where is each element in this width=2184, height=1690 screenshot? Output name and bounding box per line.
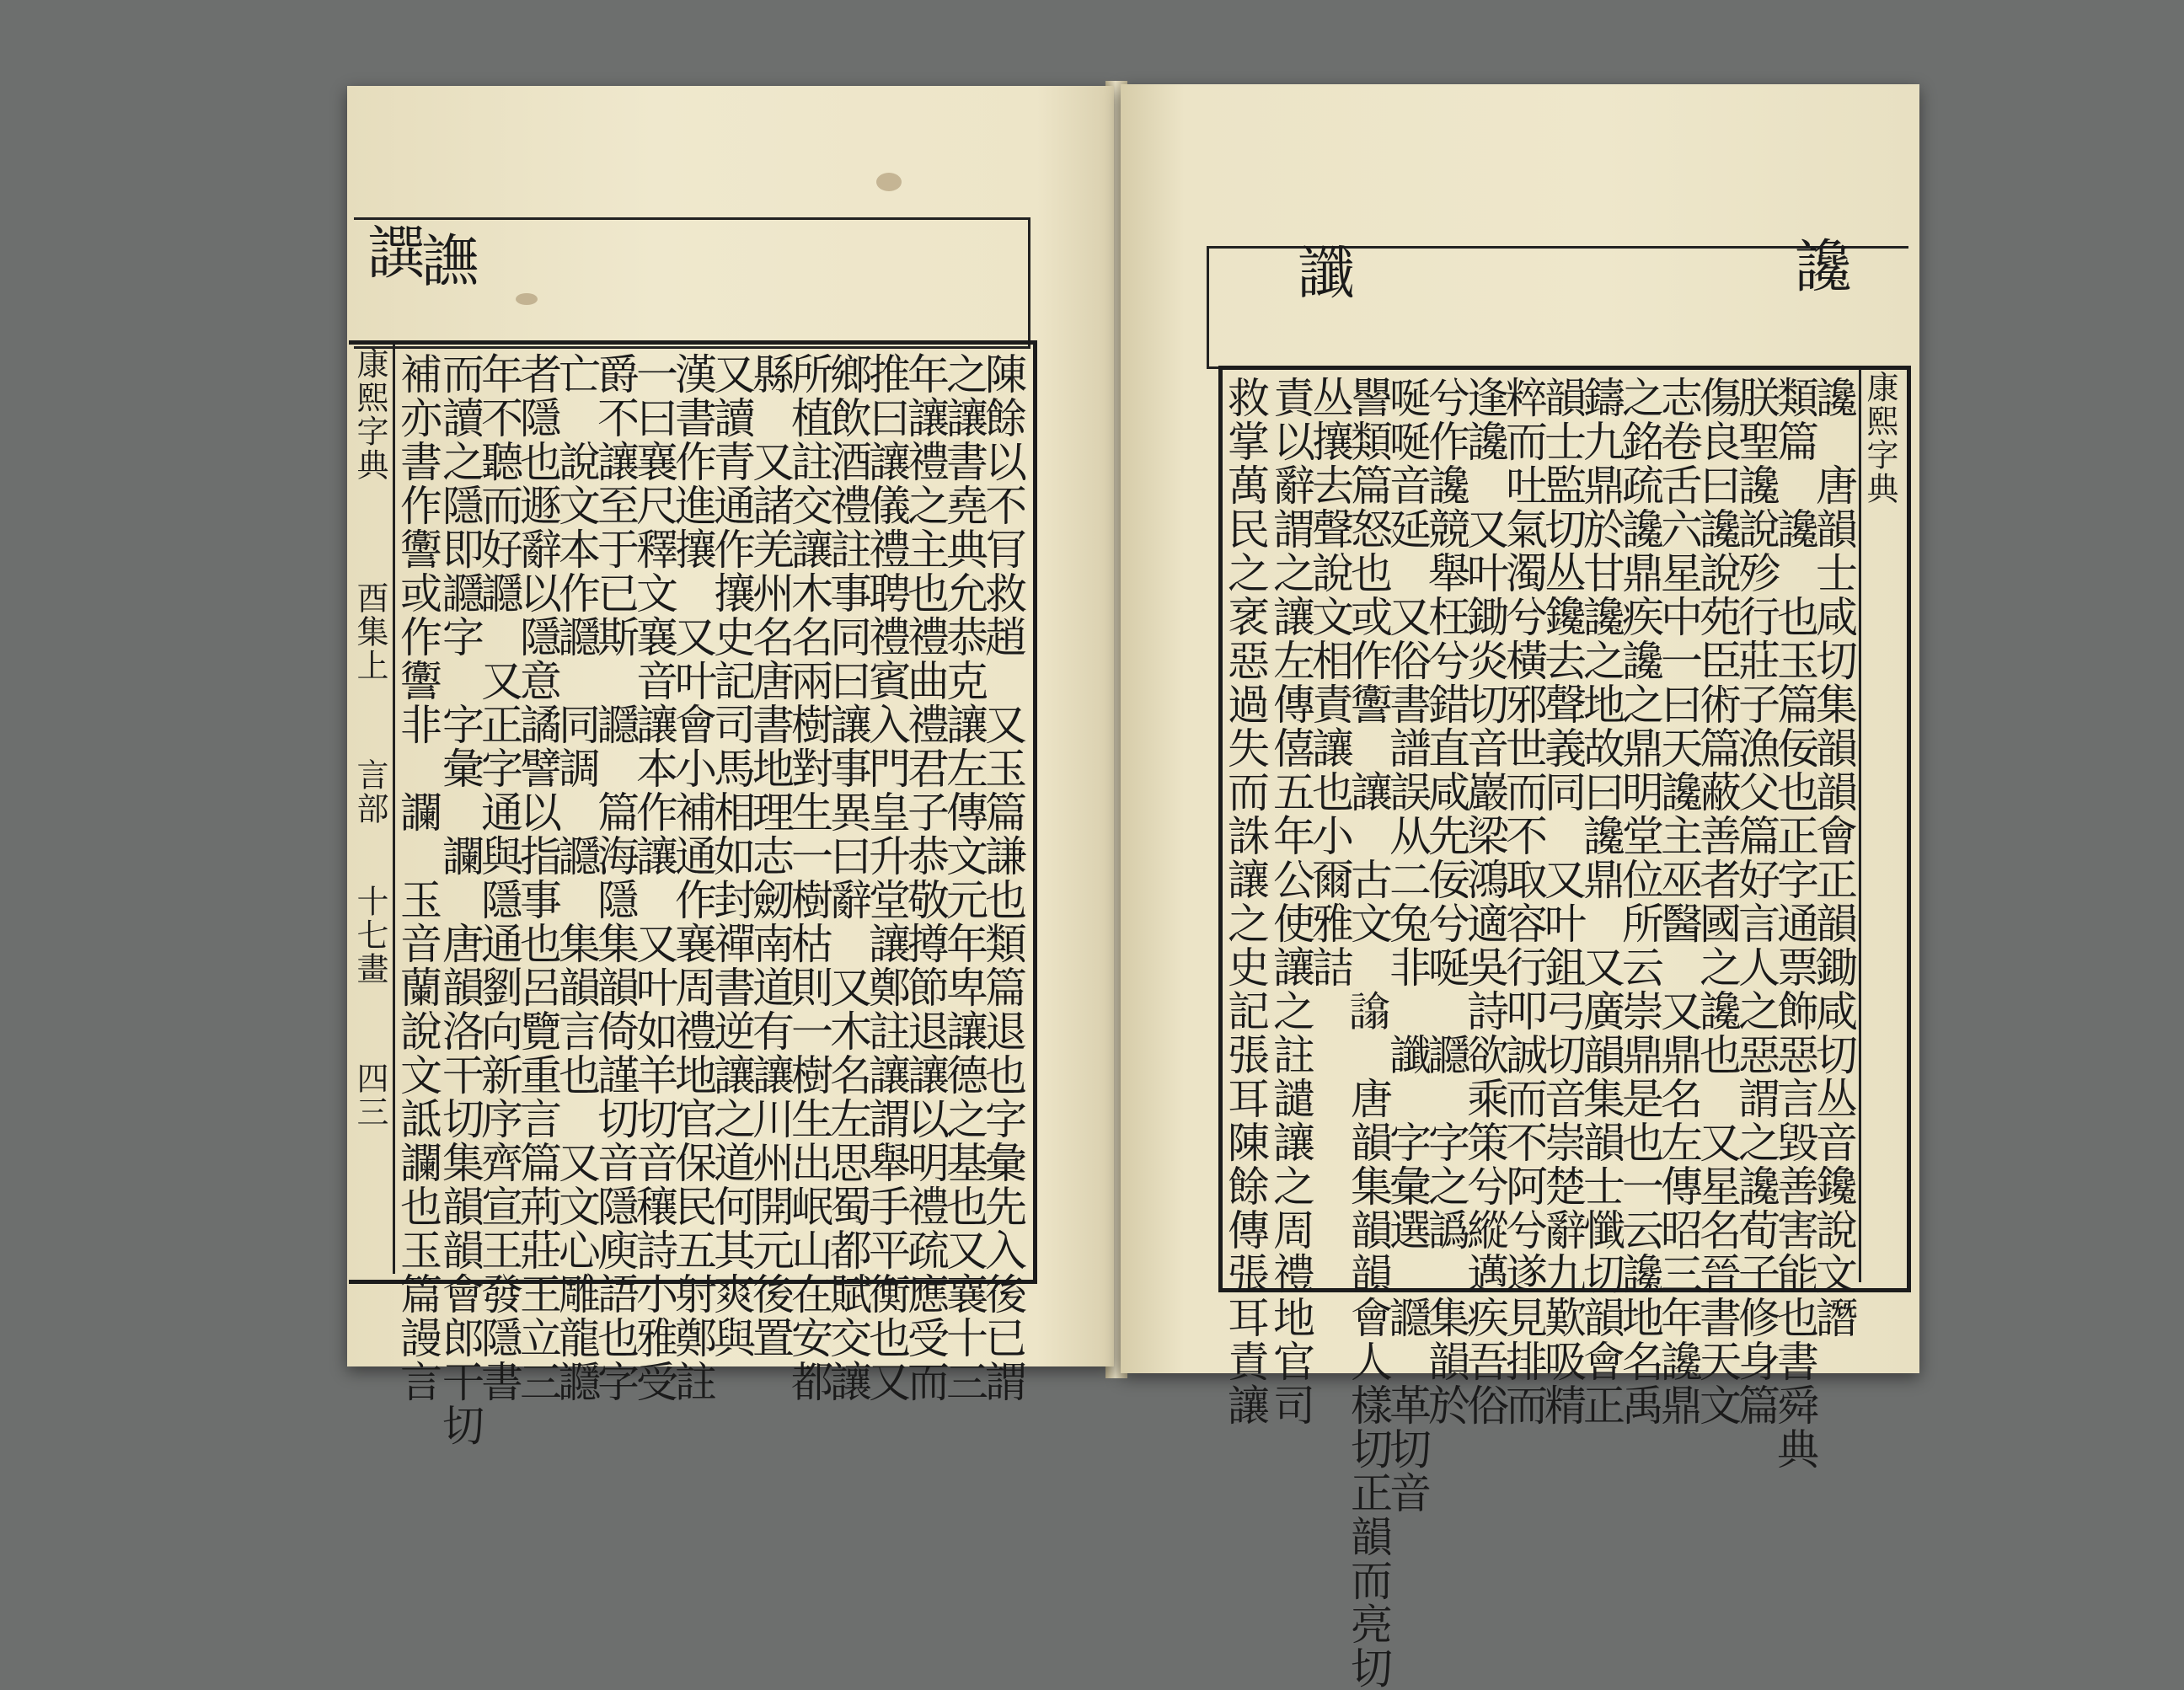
text-column: 唌唌音延 又俗書譜誤从二兔非 讖 字彙選 讔 革切音 [1383,376,1432,1515]
paper-stain [876,173,902,191]
text-column: 逢讒 又叶鋤炎切音巖梁鴻適吳詩欲乘策兮縱邁疾吾俗 [1460,376,1509,1427]
text-column: 所植註交讓木名兩樹對生一樹枯則一樹生出岷山在安都 [784,352,833,1404]
text-column: 責以辭謂之讓左傳僖五年公使讓之註譴讓之周禮地官司 [1266,376,1315,1427]
text-column: 之銘疏讒鼎疾讒之鼎明堂位所云崇鼎是也一云讒地名禹 [1615,376,1664,1427]
text-column: 讒 唐韻士咸切集韻韻會正韻鋤咸切丛音鑱說文譖 [1809,376,1858,1340]
text-column: 年不聽而好讔 又正字通與隱通劉向新序齊宣王發隱書 [474,352,523,1404]
text-column: 粹而吐氣濁兮橫邪世而不取容行叩誠而不阿兮遂見排而 [1499,376,1548,1427]
text-column: 類篇 讒 也玉篇佞也正字通票飾惡言毀善害能也書舜典 [1770,376,1819,1471]
text-column: 推曰讓儀禮聘禮賓入門皇升堂讓鄭註讓謂舉手平衡也又 [862,352,911,1404]
text-column: 救掌萬民之衺惡過失而誅讓之史記張耳陳餘傳張耳責讓 [1221,376,1270,1427]
margin-title: 康熙字典 [351,347,388,482]
text-column: 又讀青通作攘史記司馬相如封禪書逆讓之道何其爽與 [707,352,756,1360]
column-rule [1859,369,1861,1282]
seal-character: 讒 [1795,234,1853,301]
text-column: 亡 說文本作讔 同調 讔 集韻言也 又文心雕龍讔 [552,352,601,1404]
seal-character: 譔 [367,221,426,287]
text-column: 爵不讓至于已斯 讔 篇海隱集韻倚謹切音隱庾語也字 [591,352,640,1404]
text-column: 年讓禮之主也禮曲禮君子恭敬撙節退讓以明禮疏應受而 [901,352,950,1404]
text-column: 一曰襄尺釋文襄音讓本作讓 又叶如羊切音穰詩小雅受 [629,352,678,1404]
text-column: 陳餘以不肎救趙 又玉篇謙也類篇退也字彙先入後已謂 [978,352,1027,1404]
text-column: 鑄九鼎於甘讒之地故曰讒鼎 又廣韻集韻士懺切韻會正 [1576,376,1625,1427]
text-column: 丛攘去聲說文相責讓也小爾雅詰 [1305,376,1354,989]
text-column: 鄉飲酒禮註事同曰讓事異曰辭 又木名左思蜀都賦交讓 [823,352,872,1404]
margin-page-number: 四三 [351,1062,388,1129]
text-column: 縣 又諸羌州名唐書地理志劒南道有讓川州開元後置 [746,352,795,1360]
seal-character: 譕 [421,229,479,296]
text-column: 兮作讒競舉枉兮錯直咸先佞兮唌 讔 字之譌 集韻於 [1421,376,1470,1427]
text-column: 志卷舌六星中一曰天讒主巫醫 又鼎名左傳昭三年讒鼎 [1654,376,1703,1427]
margin-radical: 言部 [351,758,388,826]
text-column: 之讓書堯典允恭克讓左傳文元年卑讓德之基也又襄十三 [939,352,988,1404]
text-column: 譻類篇怒也或作讏 讓 古文 𧬈 唐韻集韻韻會人樣切正韻而亮切 [1344,376,1393,1690]
text-column: 而讀之隱即讔字 字彙 讕 唐韻洛干切集韻韻會郎干切 [436,352,484,1447]
margin-strokes: 十七畫 [351,885,388,986]
text-column: 韻士監切丛鑱去聲義同 又叶鉏弓切音崇楚辭九歎吸精 [1538,376,1587,1427]
seal-character: 讖 [1298,241,1356,308]
text-column: 朕聖讒說殄行莊子漁父篇好言人之惡謂之讒荀子修身篇 [1732,376,1780,1427]
text-column: 補亦書作讏或作讏非 讕 玉音蘭說文詆讕也玉篇謾言 [393,352,442,1404]
margin-title: 康熙字典 [1861,371,1898,505]
margin-section: 酉集上 [351,581,388,682]
text-column: 者隱也遯辭以隱意譎譬以指事也呂覽重言篇荊莊王立三 [513,352,562,1404]
text-column: 傷良曰讒說苑臣術篇蔽善者國之讒也 又星名晉書天文 [1693,376,1742,1427]
text-column: 漢書作進攘 又叶會小補通作襄周禮地官保民五射鄭註 [668,352,717,1404]
